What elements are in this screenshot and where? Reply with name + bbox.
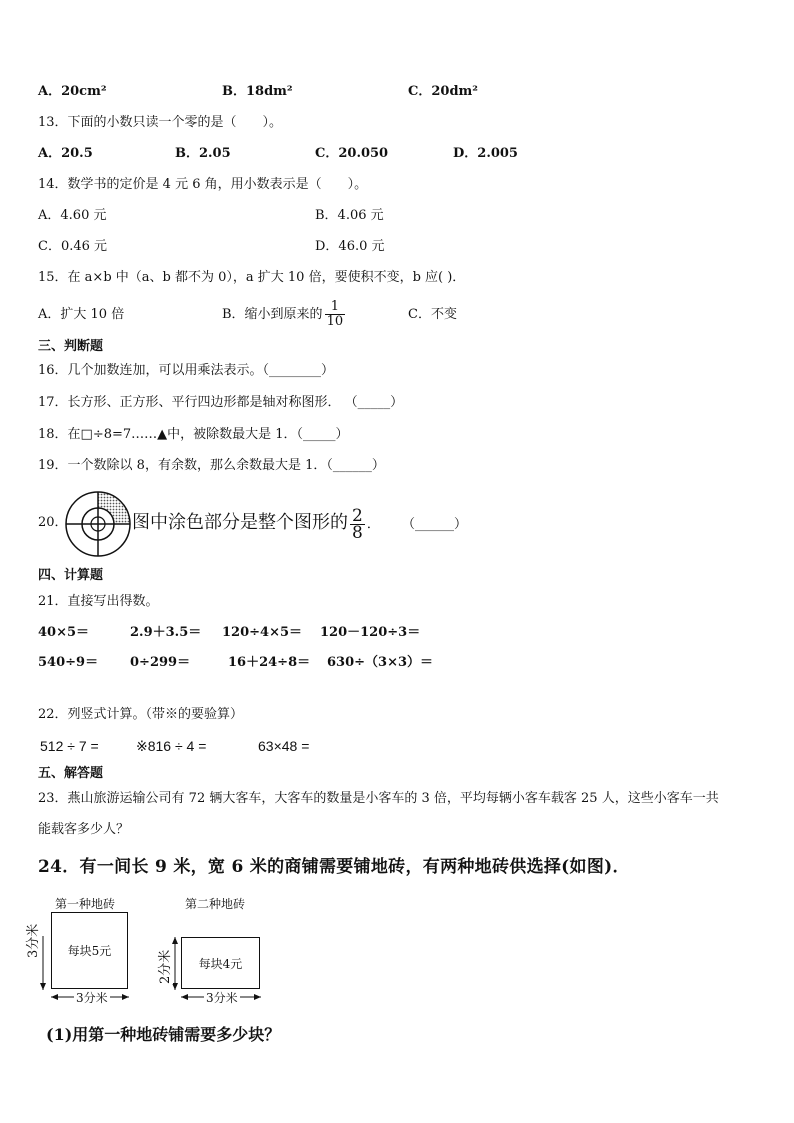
q13-option-c: C．20.050 <box>315 146 389 161</box>
q16-text: 16．几个加数连加，可以用乘法表示。（________） <box>38 363 335 378</box>
tile2-rectangle <box>181 937 260 989</box>
q21-row1-item4: 120－120÷3＝ <box>320 625 421 640</box>
tile1-price: 每块5元 <box>67 944 112 958</box>
tile1-width-label: 3分米 <box>76 991 108 1005</box>
q21-row2-item4: 630÷（3×3）＝ <box>327 655 434 670</box>
q21-row1-item2: 2.9＋3.5＝ <box>130 625 202 640</box>
q15-stem: 15．在 a×b 中（a、b 都不为 0），a 扩大 10 倍，要使积不变，b 应( )． <box>38 270 466 285</box>
q23-line2: 能载客多少人？ <box>38 822 130 837</box>
section-4-heading: 四、计算题 <box>38 568 104 583</box>
tile2-height-text: 2分米 <box>158 949 173 984</box>
tile2-price: 每块4元 <box>198 956 243 971</box>
tile1-title: 第一种地砖 <box>55 897 116 911</box>
q13-option-d: D．2.005 <box>453 146 518 161</box>
q20-period: ． <box>366 517 380 532</box>
tile2-title: 第二种地砖 <box>185 897 246 911</box>
q20-fraction-denominator: 8 <box>352 523 363 543</box>
q20-fraction <box>350 508 365 541</box>
q21-row1-item3: 120÷4×5＝ <box>222 625 303 640</box>
section-5-heading: 五、解答题 <box>38 766 104 781</box>
q15-option-b <box>222 298 347 332</box>
q21-row2-item3: 16＋24÷8＝ <box>228 655 311 670</box>
q20-text-body: 图中涂色部分是整个图形的 <box>132 512 348 533</box>
q14-option-b: B．4.06 元 <box>315 208 384 223</box>
q20-blank: （______） <box>401 517 467 532</box>
tile1-height-label <box>26 902 49 958</box>
q19-text: 19．一个数除以 8，有余数，那么余数最大是 1．（______） <box>38 458 385 473</box>
q15-option-c: C．不变 <box>408 307 457 322</box>
q14-option-d: D．46.0 元 <box>315 239 385 254</box>
q21-row2-item2: 0÷299＝ <box>130 655 191 670</box>
q24-subquestion-1: (1)用第一种地砖铺需要多少块？ <box>46 1025 281 1044</box>
q14-option-c: C．0.46 元 <box>38 239 108 254</box>
q20-text <box>132 506 467 542</box>
q14-stem: 14．数学书的定价是 4 元 6 角，用小数表示是（ ）。 <box>38 177 368 192</box>
q24-stem: 24．有一间长 9 米，宽 6 米的商铺需要铺地砖，有两种地砖供选择(如图)． <box>38 857 630 877</box>
q20-number: 20． <box>38 515 68 530</box>
q13-stem: 13．下面的小数只读一个零的是（ ）。 <box>38 115 283 130</box>
q15-fraction-denominator: 10 <box>326 314 344 329</box>
q22-item3: 63×48 = <box>258 738 310 754</box>
q22-item2: ※816 ÷ 4 = <box>136 738 207 754</box>
section-3-heading: 三、判断题 <box>38 339 104 354</box>
tile2-height-label <box>158 949 181 984</box>
tile2-width-label: 3分米 <box>206 991 238 1005</box>
tile1-height-text: 3分米 <box>26 923 41 958</box>
q15-fraction <box>325 300 346 329</box>
q22-stem: 22．列竖式计算。（带※的要验算） <box>38 707 244 722</box>
q23-line1: 23．燕山旅游运输公司有 72 辆大客车，大客车的数量是小客车的 3 倍，平均每辆小客车载客 25 人，这些小客车一共 <box>38 791 719 806</box>
q12-option-a: A．20cm² <box>38 84 107 99</box>
tile1-square <box>51 912 128 989</box>
q18-text: 18．在□÷8=7……▲中，被除数最大是 1．（_____） <box>38 427 349 442</box>
q17-text: 17．长方形、正方形、平行四边形都是轴对称图形． （_____） <box>38 395 404 410</box>
q15-fraction-numerator: 1 <box>325 300 346 315</box>
q15-option-a: A．扩大 10 倍 <box>38 307 125 322</box>
q20-ring-figure <box>64 490 132 558</box>
q15-option-b-text: B．缩小到原来的 <box>222 307 323 322</box>
q13-option-b: B．2.05 <box>175 146 231 161</box>
q12-option-c: C．20dm² <box>408 84 478 99</box>
q12-option-b: B．18dm² <box>222 84 293 99</box>
q13-option-a: A．20.5 <box>38 146 93 161</box>
q21-stem: 21．直接写出得数。 <box>38 594 159 609</box>
q20-fraction-numerator: 2 <box>352 506 363 526</box>
q21-row2-item1: 540÷9＝ <box>38 655 99 670</box>
q14-option-a: A．4.60 元 <box>38 208 107 223</box>
q22-item1: 512 ÷ 7 = <box>40 738 99 754</box>
q21-row1-item1: 40×5＝ <box>38 625 90 640</box>
